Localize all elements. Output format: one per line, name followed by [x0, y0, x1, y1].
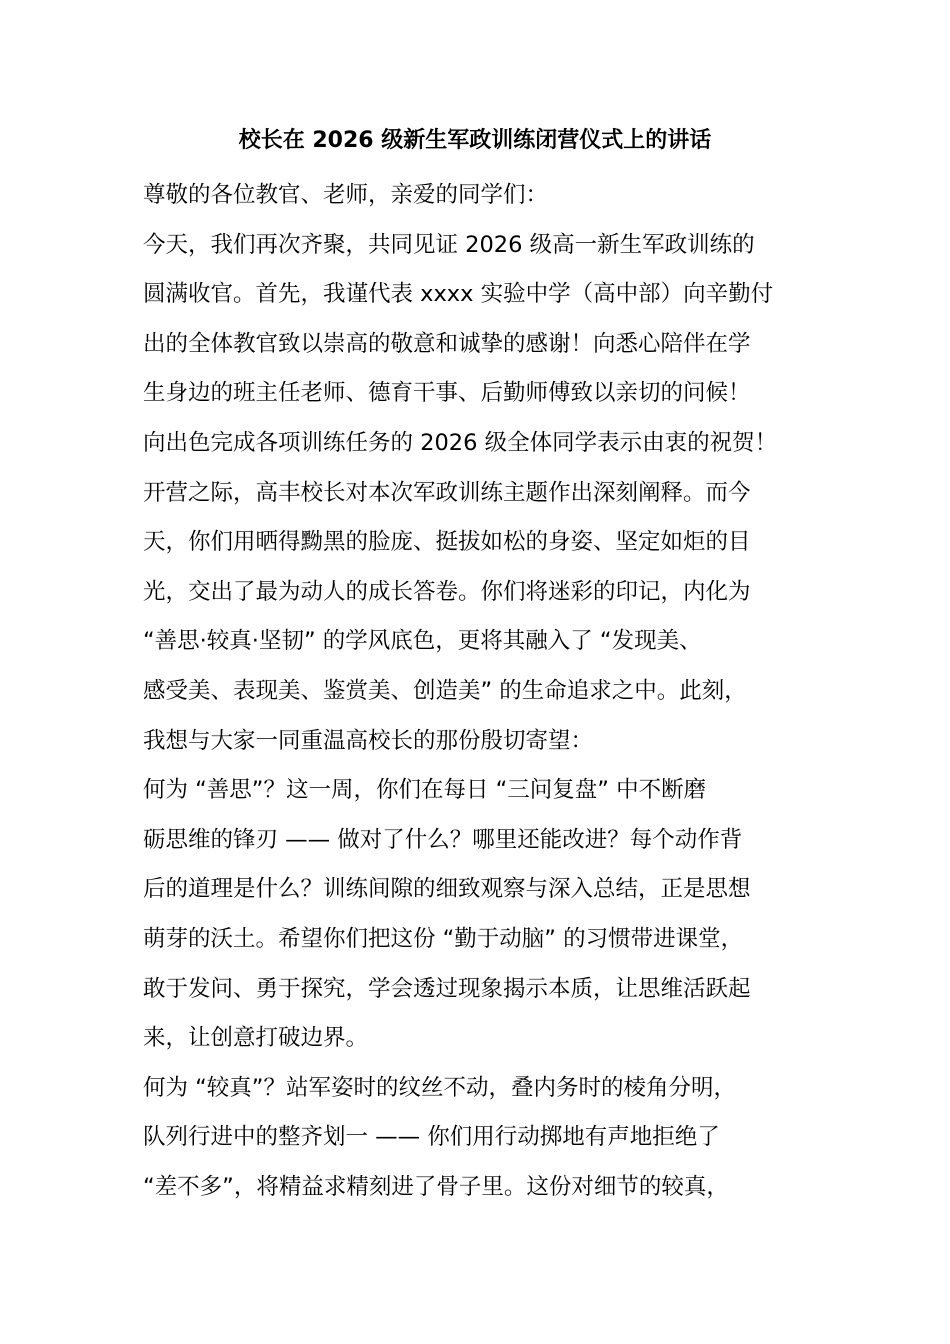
text-line: 今天，我们再次齐聚，共同见证 2026 级高一新生军政训练的	[143, 231, 755, 258]
text-line: 天，你们用晒得黝黑的脸庞、挺拔如松的身姿、坚定如炬的目	[143, 529, 751, 556]
document-body	[143, 171, 813, 1212]
text-line: 出的全体教官致以崇高的敬意和诚挚的感谢！向悉心陪伴在学	[143, 330, 751, 357]
text-line: “善思·较真·坚韧” 的学风底色，更将其融入了 “发现美、	[143, 628, 702, 655]
document-title: 校长在 2026 级新生军政训练闭营仪式上的讲话	[238, 128, 712, 153]
text-line: 开营之际，高丰校长对本次军政训练主题作出深刻阐释。而今	[143, 479, 751, 506]
text-line: 来，让创意打破边界。	[143, 1025, 369, 1052]
text-line: 生身边的班主任老师、德育干事、后勤师傅致以亲切的问候！	[143, 380, 751, 407]
text-line: “差不多”，将精益求精刻进了骨子里。这份对细节的较真，	[143, 1173, 729, 1200]
text-line: 萌芽的沃土。希望你们把这份 “勤于动脑” 的习惯带进课堂，	[143, 925, 744, 952]
text-line: 何为 “善思”？这一周，你们在每日 “三问复盘” 中不断磨	[143, 777, 707, 804]
text-line: 向出色完成各项训练任务的 2026 级全体同学表示由衷的祝贺！	[143, 429, 778, 456]
text-line: 我想与大家一同重温高校长的那份殷切寄望：	[143, 727, 594, 754]
text-line: 感受美、表现美、鉴赏美、创造美” 的生命追求之中。此刻，	[143, 677, 747, 704]
text-line: 队列行进中的整齐划一 —— 你们用行动掷地有声地拒绝了	[143, 1124, 720, 1151]
text-line: 何为 “较真”？站军姿时的纹丝不动，叠内务时的棱角分明，	[143, 1074, 736, 1101]
text-line: 后的道理是什么？训练间隙的细致观察与深入总结，正是思想	[143, 876, 751, 903]
text-line: 光，交出了最为动人的成长答卷。你们将迷彩的印记，内化为	[143, 578, 751, 605]
text-line: 圆满收官。首先，我谨代表 xxxx 实验中学（高中部）向辛勤付	[143, 281, 774, 308]
text-line: 敢于发问、勇于探究，学会透过现象揭示本质，让思维活跃起	[143, 975, 751, 1002]
text-line: 尊敬的各位教官、老师，亲爱的同学们：	[143, 182, 549, 208]
text-line: 砺思维的锋刃 —— 做对了什么？哪里还能改进？每个动作背	[143, 826, 743, 853]
